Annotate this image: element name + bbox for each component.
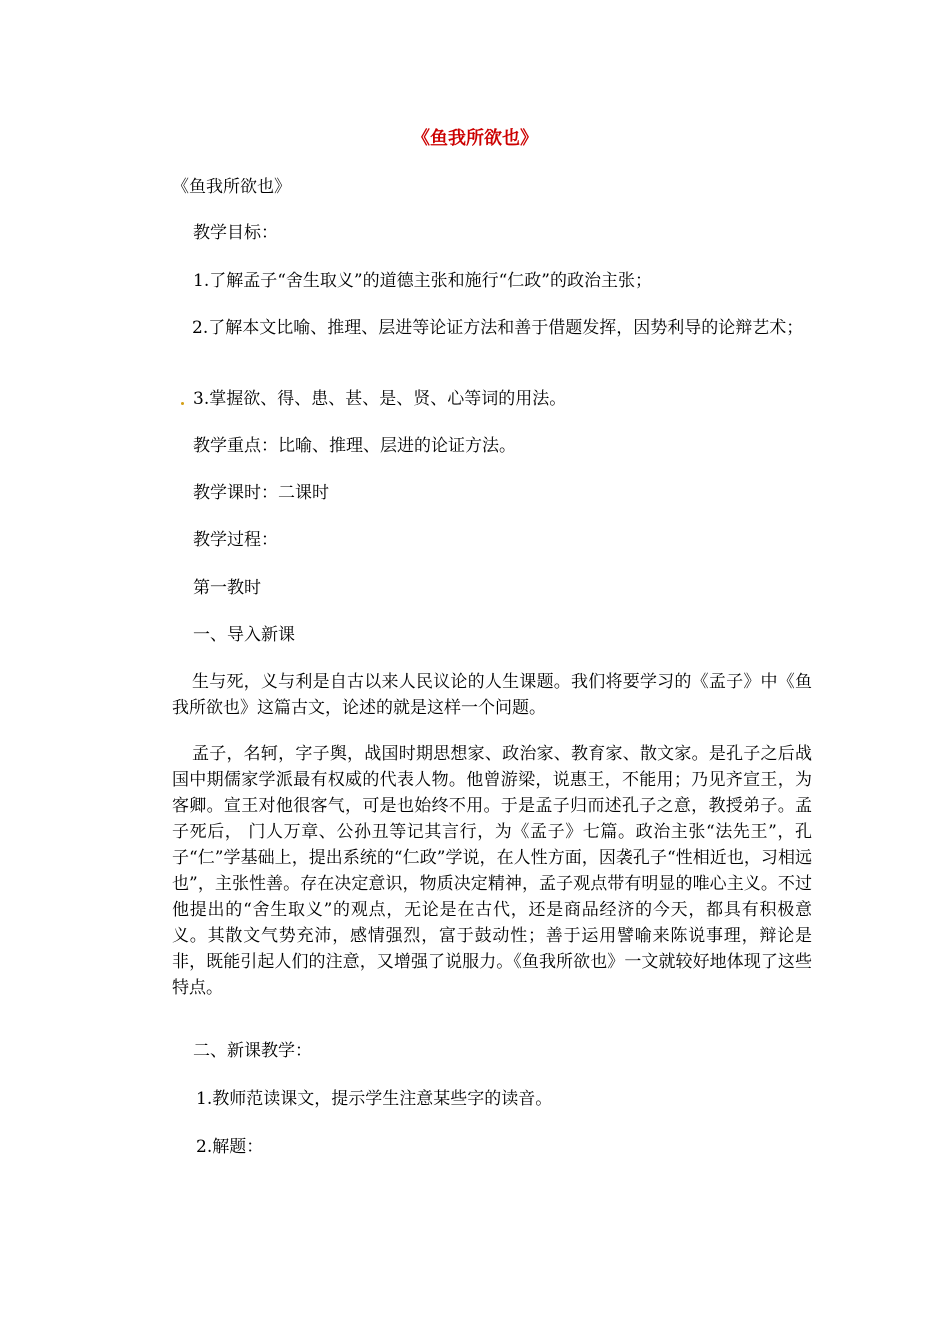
section-heading: 一、导入新课 [193, 625, 295, 645]
text-mark [181, 402, 184, 405]
lesson-step: 1.教师范读课文，提示学生注意某些字的读音。 [196, 1089, 553, 1109]
objective-item: 2.了解本文比喻、推理、层进等论证方法和善于借题发挥，因势利导的论辩艺术； [192, 318, 804, 338]
objective-item: 3.掌握欲、得、患、甚、是、贤、心等词的用法。 [193, 389, 567, 409]
objective-item: 1.了解孟子“舍生取义”的道德主张和施行“仁政”的政治主张； [193, 271, 652, 291]
mencius-paragraph: 孟子，名轲，字子舆，战国时期思想家、政治家、教育家、散文家。是孔子之后战国中期儒家学派最有权威的代表人物。他曾游梁，说惠王，不能用；乃见齐宣王，为客卿。宣王对他很客气，可是也始终不用。于是孟子归而述孔子之意，教授弟子。孟子死后， 门人万章、公孙丑等记其言行，为《孟子》七篇。政治主张“法先王”，孔子“仁”学基础上，提出系统的“仁政”学说，在人性方面，因袭孔子“性相近也，习相远也”，主张性善。存在决定意识，物质决定精神，孟子观点带有明显的唯心主义。不过他提出的“舍生取义”的观点，无论是在古代，还是商品经济的今天，都具有积极意义。其散文气势充沛，感情强烈，富于鼓动性；善于运用譬喻来陈说事理，辩论是非，既能引起人们的注意，又增强了说服力。《鱼我所欲也》一文就较好地体现了这些特点。 [172, 744, 812, 998]
section-heading: 二、新课教学： [193, 1041, 312, 1061]
objectives-heading: 教学目标： [193, 223, 278, 243]
subtitle: 《鱼我所欲也》 [172, 177, 291, 197]
intro-paragraph: 生与死，义与利是自古以来人民议论的人生课题。我们将要学习的《孟子》中《鱼我所欲也》这篇古文，论述的就是这样一个问题。 [172, 672, 812, 718]
lesson-step: 2.解题： [196, 1137, 264, 1157]
teaching-hours: 教学课时：二课时 [193, 483, 329, 503]
teaching-process-heading: 教学过程： [193, 530, 278, 550]
period-heading: 第一教时 [193, 578, 261, 598]
document-title: 《鱼我所欲也》 [412, 128, 538, 149]
teaching-focus: 教学重点：比喻、推理、层进的论证方法。 [193, 436, 516, 456]
